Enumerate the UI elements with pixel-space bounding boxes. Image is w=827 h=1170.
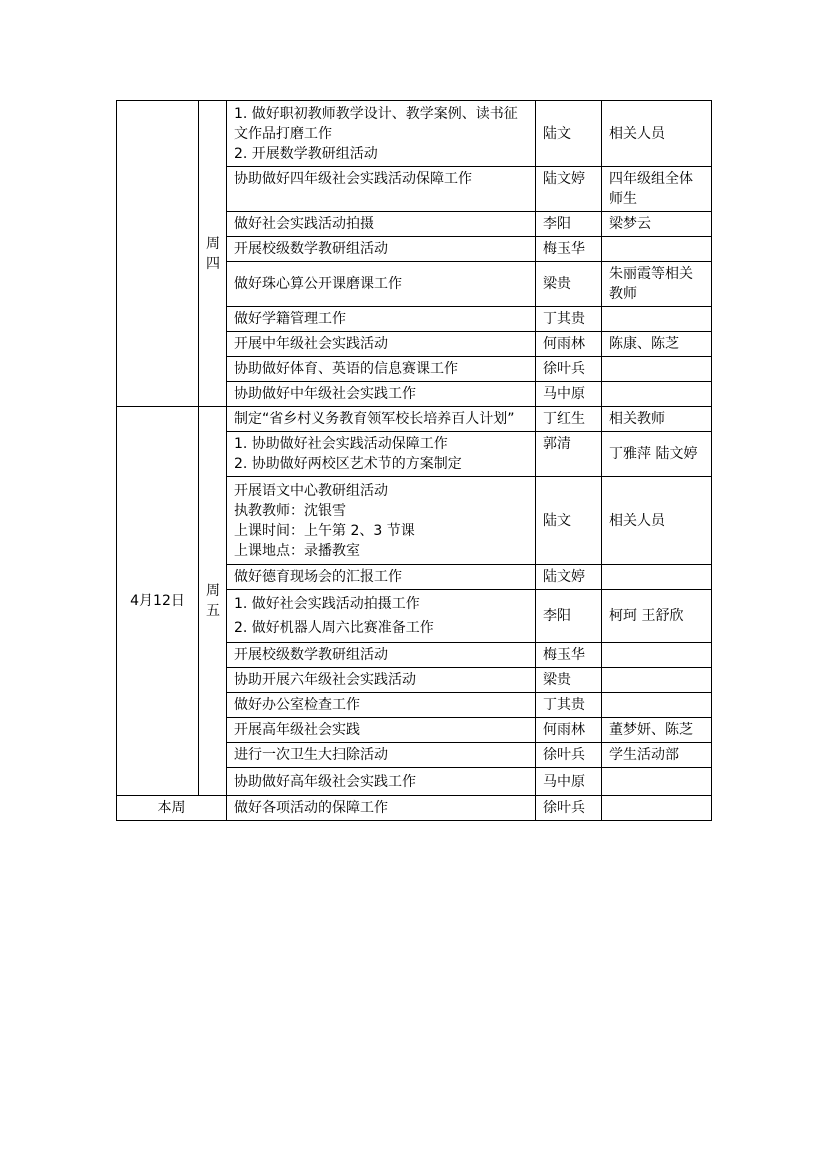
task-cell: 进行一次卫生大扫除活动 [227,743,536,768]
task-cell: 做好德育现场会的汇报工作 [227,565,536,590]
task-cell: 开展校级数学教研组活动 [227,643,536,668]
person-cell: 马中原 [536,382,602,407]
helper-cell: 相关人员 [602,101,712,167]
helper-cell: 朱丽霞等相关教师 [602,262,712,307]
helper-cell: 梁梦云 [602,212,712,237]
task-cell: 做好社会实践活动拍摄 [227,212,536,237]
helper-cell: 相关人员 [602,477,712,565]
task-cell: 开展中年级社会实践活动 [227,332,536,357]
person-cell: 马中原 [536,768,602,796]
person-cell: 郭清 [536,432,602,477]
helper-cell [602,307,712,332]
helper-cell [602,768,712,796]
person-cell: 徐叶兵 [536,357,602,382]
person-cell: 陆文 [536,101,602,167]
helper-cell [602,693,712,718]
task-cell: 1. 协助做好社会实践活动保障工作 2. 协助做好两校区艺术节的方案制定 [227,432,536,477]
helper-cell: 柯珂 王舒欣 [602,590,712,643]
person-cell: 徐叶兵 [536,743,602,768]
person-cell: 梅玉华 [536,237,602,262]
task-cell: 开展校级数学教研组活动 [227,237,536,262]
helper-cell: 董梦妍、陈芝 [602,718,712,743]
task-cell: 做好办公室检查工作 [227,693,536,718]
person-cell: 徐叶兵 [536,796,602,821]
helper-cell [602,237,712,262]
person-cell: 丁其贵 [536,693,602,718]
task-cell: 协助开展六年级社会实践活动 [227,668,536,693]
task-cell: 1. 做好社会实践活动拍摄工作 2. 做好机器人周六比赛准备工作 [227,590,536,643]
helper-cell: 丁雅萍 陆文婷 [602,432,712,477]
person-cell: 李阳 [536,590,602,643]
task-cell: 1. 做好职初教师教学设计、教学案例、读书征 文作品打磨工作 2. 开展数学教研组活动 [227,101,536,167]
person-cell: 梅玉华 [536,643,602,668]
task-cell: 协助做好中年级社会实践工作 [227,382,536,407]
table-row [117,101,712,167]
day-cell-thursday: 周 四 [199,101,227,407]
person-cell: 梁贵 [536,262,602,307]
day-cell-friday: 周 五 [199,407,227,796]
task-cell: 做好学籍管理工作 [227,307,536,332]
helper-cell [602,382,712,407]
table-row [117,407,712,432]
person-cell: 陆文婷 [536,167,602,212]
person-cell: 何雨林 [536,718,602,743]
task-cell: 做好各项活动的保障工作 [227,796,536,821]
helper-cell [602,668,712,693]
helper-cell: 陈康、陈芝 [602,332,712,357]
helper-cell [602,357,712,382]
week-label-cell: 本周 [117,796,227,821]
table-row [117,796,712,821]
helper-cell: 四年级组全体师生 [602,167,712,212]
helper-cell [602,565,712,590]
person-cell: 丁红生 [536,407,602,432]
date-cell-thursday [117,101,199,407]
task-cell: 开展语文中心教研组活动 执教教师：沈银雪 上课时间：上午第 2、3 节课 上课地点：录播教室 [227,477,536,565]
person-cell: 李阳 [536,212,602,237]
person-cell: 何雨林 [536,332,602,357]
task-cell: 协助做好高年级社会实践工作 [227,768,536,796]
task-cell: 协助做好体育、英语的信息赛课工作 [227,357,536,382]
task-cell: 协助做好四年级社会实践活动保障工作 [227,167,536,212]
helper-cell: 相关教师 [602,407,712,432]
person-cell: 梁贵 [536,668,602,693]
helper-cell [602,643,712,668]
person-cell: 陆文婷 [536,565,602,590]
helper-cell: 学生活动部 [602,743,712,768]
task-cell: 做好珠心算公开课磨课工作 [227,262,536,307]
task-cell: 开展高年级社会实践 [227,718,536,743]
schedule-table [116,100,712,821]
task-cell: 制定“省乡村义务教育领军校长培养百人计划” [227,407,536,432]
person-cell: 丁其贵 [536,307,602,332]
date-cell-friday: 4月12日 [117,407,199,796]
person-cell: 陆文 [536,477,602,565]
helper-cell [602,796,712,821]
